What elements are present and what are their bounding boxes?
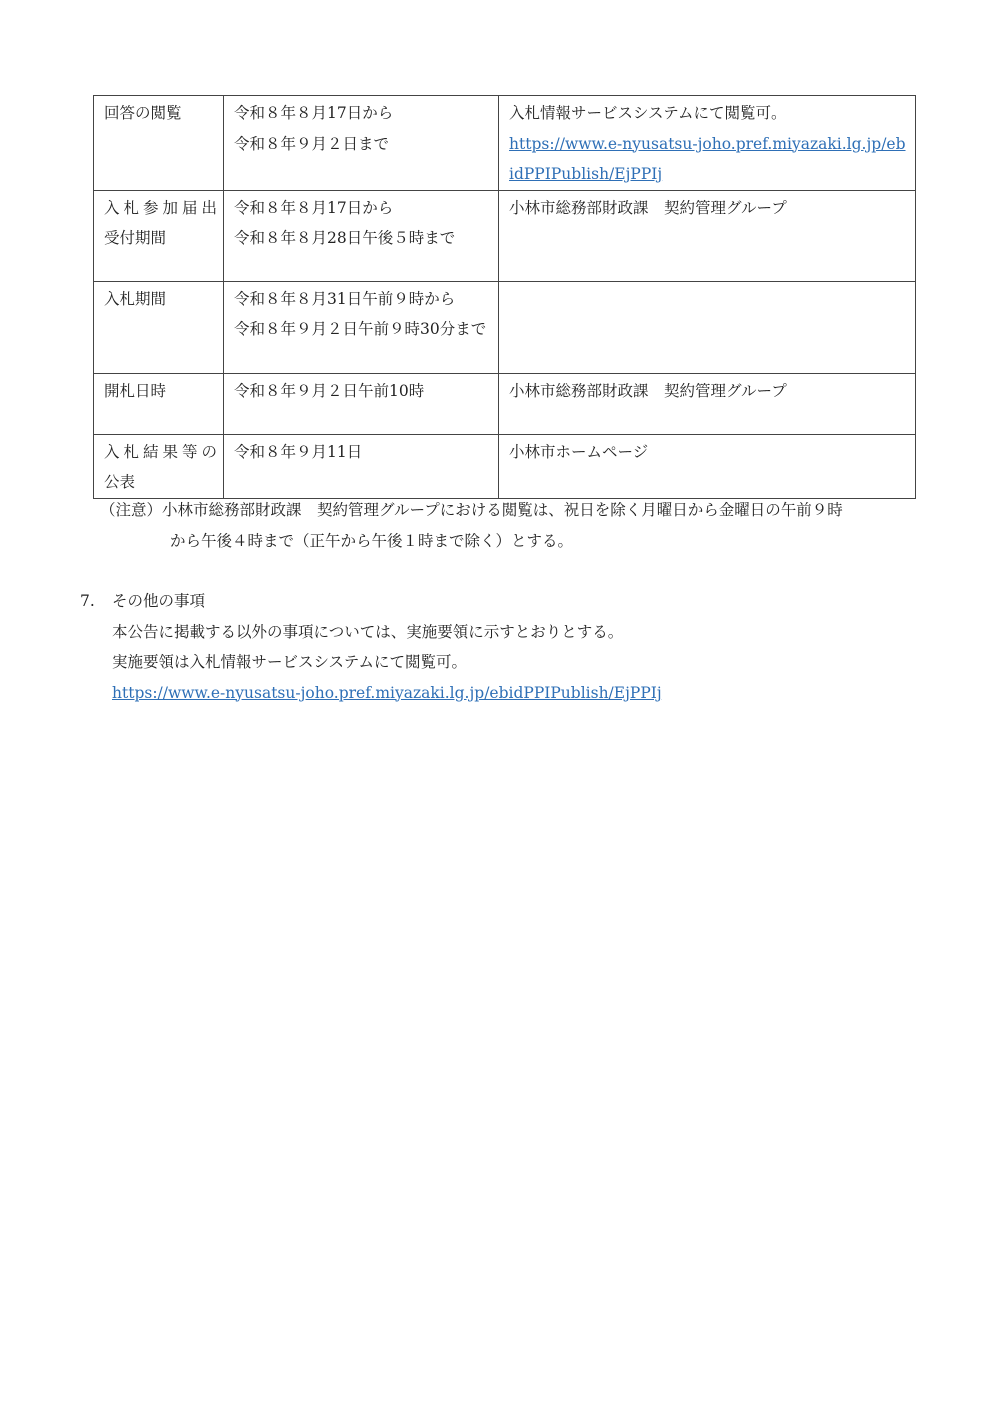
row-label-cell	[94, 373, 224, 434]
row-period-cell	[224, 190, 499, 281]
row-place-cell	[499, 281, 916, 373]
row-label: 受付期間	[104, 229, 167, 247]
period-line: 令和８年８月17日から	[234, 198, 394, 217]
section-other-matters	[80, 586, 920, 708]
row-label: 公表	[104, 473, 136, 491]
note-line-1: （注意）小林市総務部財政課 契約管理グループにおける閲覧は、祝日を除く月曜日から金曜日の午前９時	[100, 501, 843, 519]
period-line: 令和８年９月２日まで	[234, 134, 390, 153]
period-line: 令和８年９月２日午前10時	[234, 381, 425, 400]
row-label-cell	[94, 434, 224, 498]
row-label-cell	[94, 96, 224, 191]
row-period-cell	[224, 373, 499, 434]
section-title: その他の事項	[112, 592, 206, 610]
row-place-cell	[499, 190, 916, 281]
place-text: 小林市総務部財政課 契約管理グループ	[509, 381, 787, 400]
table-row	[94, 373, 916, 434]
section-paragraph: 本公告に掲載する以外の事項については、実施要領に示すとおりとする。	[112, 622, 624, 641]
viewing-note	[100, 495, 915, 556]
ebid-system-link[interactable]: https://www.e-nyusatsu-joho.pref.miyazaki.lg.jp/ebidPPIPublish/EjPPIj	[509, 134, 906, 183]
ebid-system-link[interactable]: https://www.e-nyusatsu-joho.pref.miyazaki.lg.jp/ebidPPIPublish/EjPPIj	[112, 683, 662, 702]
row-label-cell	[94, 190, 224, 281]
note-line-2: から午後４時まで（正午から午後１時まで除く）とする。	[170, 531, 574, 550]
row-label: 入札結果等の	[104, 442, 222, 461]
row-label-cell	[94, 281, 224, 373]
row-label: 入札参加届出	[104, 198, 222, 217]
row-place-cell	[499, 373, 916, 434]
period-line: 令和８年８月17日から	[234, 104, 394, 122]
table-row	[94, 96, 916, 191]
section-number: 7.	[80, 592, 95, 610]
section-heading	[80, 586, 920, 617]
place-text: 小林市ホームページ	[509, 442, 649, 461]
row-period-cell	[224, 281, 499, 373]
section-body	[80, 617, 920, 709]
place-text: 小林市総務部財政課 契約管理グループ	[509, 198, 787, 217]
table-row	[94, 434, 916, 498]
row-place-cell	[499, 96, 916, 191]
place-text: 入札情報サービスシステムにて閲覧可。	[509, 104, 787, 122]
period-line: 令和８年９月２日午前９時30分まで	[234, 320, 487, 338]
period-line: 令和８年８月31日午前９時から	[234, 289, 456, 308]
row-period-cell	[224, 434, 499, 498]
section-paragraph: 実施要領は入札情報サービスシステムにて閲覧可。	[112, 653, 467, 671]
schedule-table	[93, 95, 916, 499]
table-row	[94, 281, 916, 373]
row-place-cell	[499, 434, 916, 498]
period-line: 令和８年９月11日	[234, 442, 363, 461]
row-label: 回答の閲覧	[104, 104, 182, 122]
period-line: 令和８年８月28日午後５時まで	[234, 229, 456, 247]
row-period-cell	[224, 96, 499, 191]
row-label: 入札期間	[104, 289, 167, 308]
table-row	[94, 190, 916, 281]
row-label: 開札日時	[104, 381, 167, 400]
